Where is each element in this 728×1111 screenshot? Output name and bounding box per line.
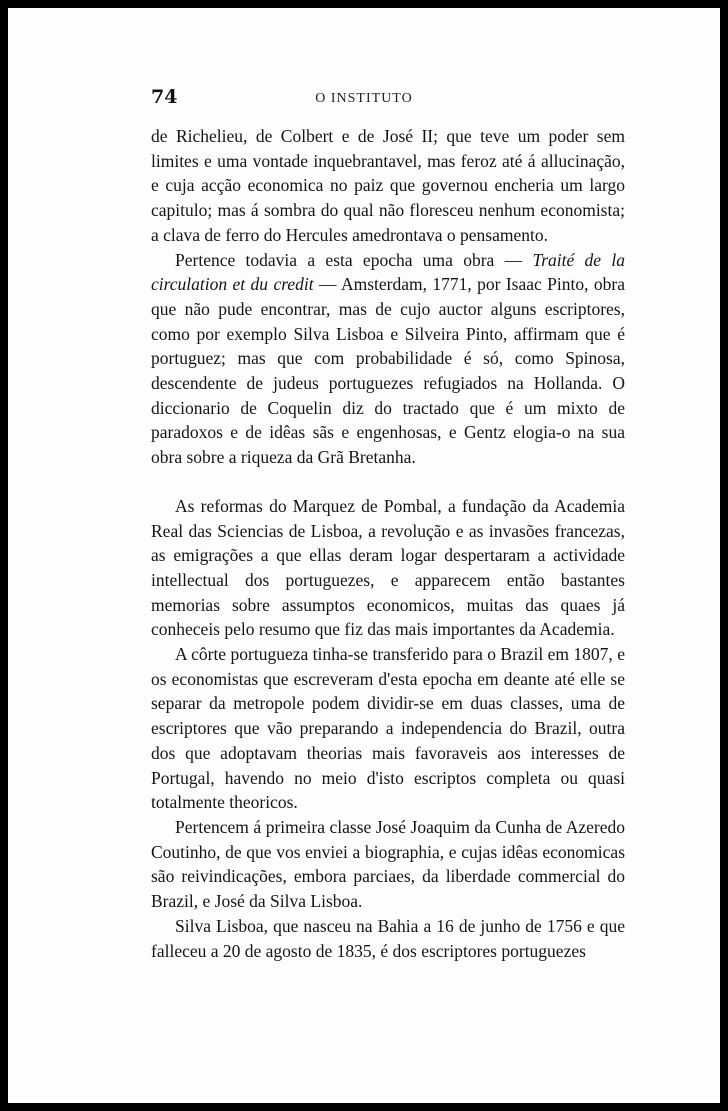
book-page [8, 8, 720, 1103]
paragraph-traite-after: — Amsterdam, 1771, por Isaac Pinto, obra que não pude encontrar, mas de cujo auctor alguns escriptores, como por exemplo Silva Lisboa e Silveira Pinto, affirmam que é portuguez; mas que com probabilidade é só, como Spinosa, descendente de judeus portuguezes refugiados na Hollanda. O diccionario de Coquelin diz do tractado que é um mixto de paradoxos e de idêas sãs e engenhosas, e Gentz elogia-o na sua obra sobre a riqueza da Grã Bretanha. [151, 274, 625, 468]
running-title: O INSTITUTO [315, 91, 413, 106]
page-header [8, 86, 720, 116]
paragraph-pertencem: Pertencem á primeira classe José Joaquim da Cunha de Azeredo Coutinho, de que vos enviei a biographia, e cujas idêas economicas são reivindicações, embora parciaes, da liberdade commercial do Brazil, e José da Silva Lisboa. [151, 816, 625, 912]
body-text [151, 124, 625, 963]
paragraph-traite-before: Pertence todavia a esta epocha uma obra — [175, 249, 533, 270]
book-title-italic: Traité de la circulation et du credit [151, 249, 625, 295]
paragraph-silva-lisboa: Silva Lisboa, que nasceu na Bahia a 16 de junho de 1756 e que falleceu a 20 de agosto de 1835, é dos escriptores portuguezes [151, 915, 625, 961]
paragraph-corte: A côrte portugueza tinha-se transferido para o Brazil em 1807, e os economistas que escreveram d'esta epocha em deante até elle se separar da metropole podem dividir-se em duas classes, uma de escriptores que vão preparando a independencia do Brazil, outra dos que adoptavam theorias mais favoraveis aos interesses de Portugal, havendo no meio d'isto escriptos completa ou quasi totalmente theoricos. [151, 644, 625, 813]
paragraph-continuation: de Richelieu, de Colbert e de José II; que teve um poder sem limites e uma vontade inquebrantavel, mas feroz até á allucinação, e cuja acção economica no paiz que governou encheria um largo capitulo; mas á sombra do qual não floresceu nenhum economista; a clava de ferro do Hercules amedrontava o pensamento. [151, 126, 625, 245]
paragraph-traite [151, 248, 625, 470]
paragraph-reformas: As reformas do Marquez de Pombal, a fundação da Academia Real das Sciencias de Lisboa, a revolução e as invasões francezas, as emigrações a que ellas deram logar despertaram a actividade intellectual dos portuguezes, e apparecem então bastantes memorias sobre assumptos economicos, muitas das quaes já conheceis pelo resumo que fiz das mais importantes da Academia. [151, 495, 625, 640]
page-number: 74 [151, 86, 178, 108]
